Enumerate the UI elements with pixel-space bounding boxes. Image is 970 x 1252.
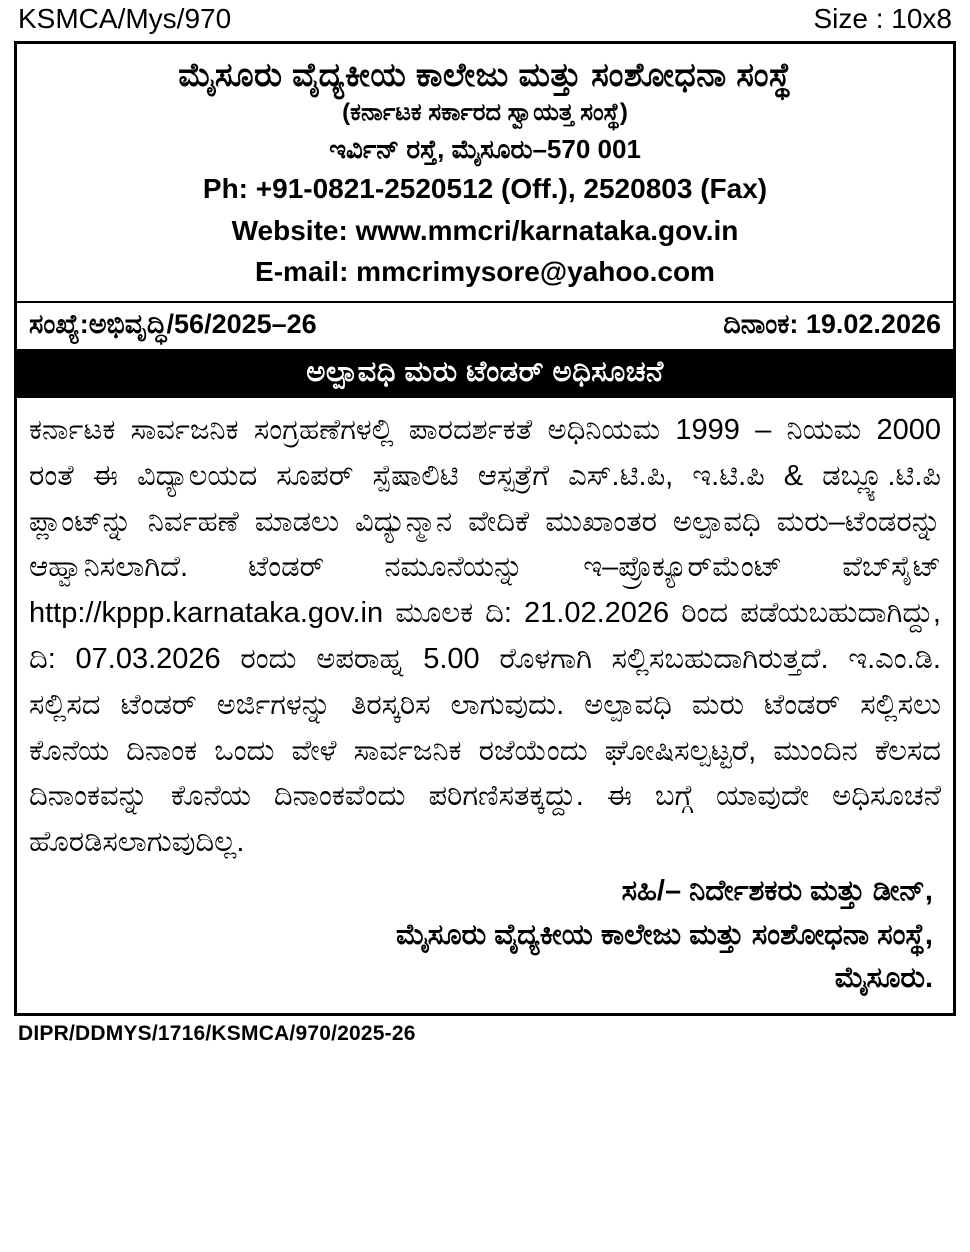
signature-line-2: ಮೈಸೂರು ವೈದ್ಯಕೀಯ ಕಾಲೇಜು ಮತ್ತು ಸಂಶೋಧನಾ ಸಂಸ್ಥೆ,: [396, 918, 933, 951]
signature-block: [29, 866, 941, 1009]
institution-address: ಇರ್ವಿನ್ ರಸ್ತೆ, ಮೈಸೂರು–570 001: [329, 134, 641, 165]
reference-code: KSMCA/Mys/970: [18, 3, 232, 34]
file-number: ಸಂಖ್ಯೆ:ಅಭಿವೃದ್ಧಿ/56/2025–26: [29, 308, 317, 339]
notice-date: ದಿನಾಂಕ: 19.02.2026: [723, 308, 941, 339]
signature-line-3: ಮೈಸೂರು.: [834, 962, 933, 995]
institution-phone: Ph: +91-0821-2520512 (Off.), 2520803 (Fax): [202, 173, 768, 205]
file-date-row: [17, 303, 953, 349]
institution-email: E-mail: mmcrimysore@yahoo.com: [255, 255, 715, 287]
top-meta-row: [14, 0, 956, 41]
size-label: Size : 10x8: [813, 3, 952, 34]
advertisement-box: [14, 41, 956, 1016]
notice-body-text: ಕರ್ನಾಟಕ ಸಾರ್ವಜನಿಕ ಸಂಗ್ರಹಣೆಗಳಲ್ಲಿ ಪಾರದರ್ಶಕತೆ ಅಧಿನಿಯಮ 1999 – ನಿಯಮ 2000 ರಂತೆ ಈ ವಿದ್ಯಾಲಯದ ಸೂಪರ್ ಸ್ಪೆಷಾಲಿಟಿ ಆಸ್ಪತ್ರೆಗೆ ಎಸ್.ಟಿ.ಪಿ, ಇ.ಟಿ.ಪಿ & ಡಬ್ಲ್ಯೂ.ಟಿ.ಪಿ ಪ್ಲಾಂಟ್‌ನ್ನು ನಿರ್ವಹಣೆ ಮಾಡಲು ವಿದ್ಯುನ್ಮಾನ ವೇದಿಕೆ ಮುಖಾಂತರ ಅಲ್ಪಾವಧಿ ಮರು–ಟೆಂಡರನ್ನು ಆಹ್ವಾನಿಸಲಾಗಿದೆ. ಟೆಂಡರ್ ನಮೂನೆಯನ್ನು ಇ–ಪ್ರೊಕ್ಯೂರ್‌ಮೆಂಟ್ ವೆಬ್‌ಸೈಟ್ http://kppp.karnataka.gov.in ಮೂಲಕ ದಿ: 21.02.2026 ರಿಂದ ಪಡೆಯಬಹುದಾಗಿದ್ದು, ದಿ: 07.03.2026 ರಂದು ಅಪರಾಹ್ನ 5.00 ರೊಳಗಾಗಿ ಸಲ್ಲಿಸಬಹುದಾಗಿರುತ್ತದೆ. ಇ.ಎಂ.ಡಿ. ಸಲ್ಲಿಸದ ಟೆಂಡರ್ ಅರ್ಜಿಗಳನ್ನು ತಿರಸ್ಕರಿಸ ಲಾಗುವುದು. ಅಲ್ಪಾವಧಿ ಮರು ಟೆಂಡರ್ ಸಲ್ಲಿಸಲು ಕೊನೆಯ ದಿನಾಂಕ ಒಂದು ವೇಳೆ ಸಾರ್ವಜನಿಕ ರಜೆಯೆಂದು ಘೋಷಿಸಲ್ಪಟ್ಟರೆ, ಮುಂದಿನ ಕೆಲಸದ ದಿನಾಂಕವನ್ನು ಕೊನೆಯ ದಿನಾಂಕವೆಂದು ಪರಿಗಣಿಸತಕ್ಕದ್ದು. ಈ ಬಗ್ಗೆ ಯಾವುದೇ ಅಧಿಸೂಚನೆ ಹೊರಡಿಸಲಾಗುವುದಿಲ್ಲ.: [29, 413, 941, 859]
notice-body-block: [17, 398, 953, 1013]
institution-header: [17, 44, 953, 295]
notice-title: ಅಲ್ಪಾವಧಿ ಮರು ಟೆಂಡರ್ ಅಧಿಸೂಚನೆ: [17, 349, 953, 398]
dipr-footer-code: DIPR/DDMYS/1716/KSMCA/970/2025-26: [18, 1021, 416, 1045]
institution-name: ಮೈಸೂರು ವೈದ್ಯಕೀಯ ಕಾಲೇಜು ಮತ್ತು ಸಂಶೋಧನಾ ಸಂಸ್ಥೆ: [178, 55, 792, 93]
signature-line-1: ಸಹಿ/– ನಿರ್ದೇಶಕರು ಮತ್ತು ಡೀನ್,: [621, 875, 933, 908]
institution-website: Website: www.mmcri/karnataka.gov.in: [231, 214, 739, 246]
institution-subtitle: (ಕರ್ನಾಟಕ ಸರ್ಕಾರದ ಸ್ವಾಯತ್ತ ಸಂಸ್ಥೆ): [342, 99, 628, 127]
